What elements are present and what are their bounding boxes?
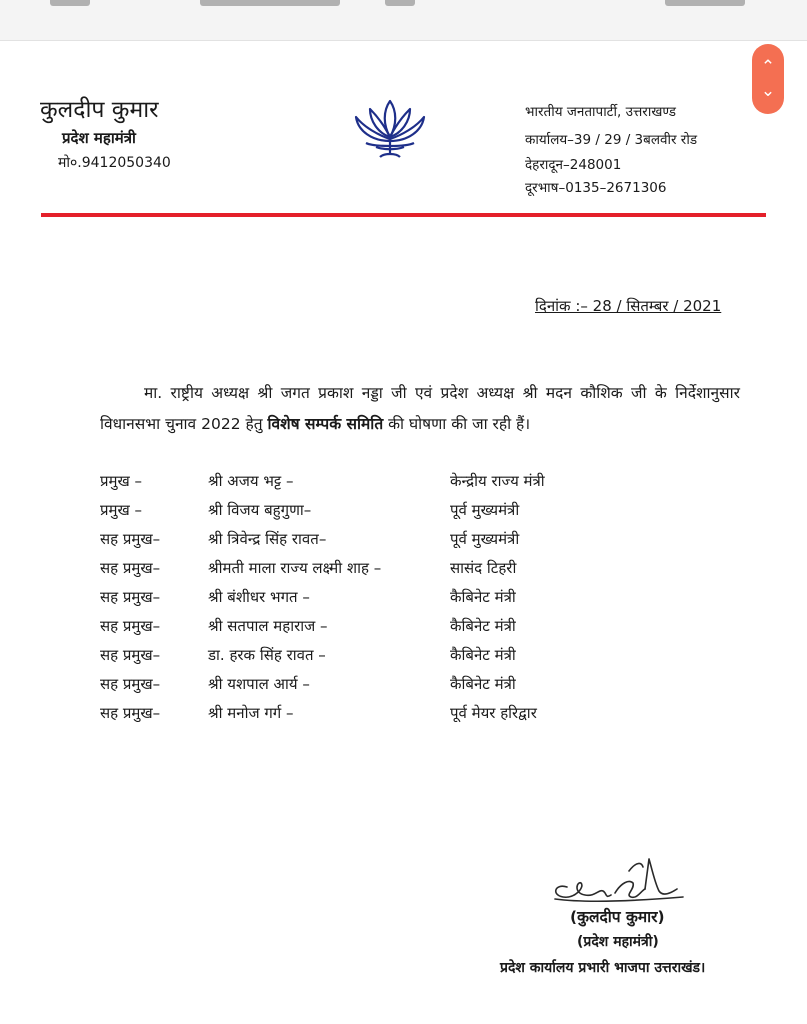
member-row [0,471,807,499]
member-role: प्रमुख – [100,472,143,490]
announcement-paragraph [100,378,740,440]
member-row [0,703,807,731]
member-designation: सासंद टिहरी [450,559,517,577]
member-designation: कैबिनेट मंत्री [450,588,516,606]
sender-post: प्रदेश महामंत्री [62,129,136,147]
member-name: श्री बंशीधर भगत – [208,588,310,606]
cropped-text-line [385,0,415,6]
member-designation: पूर्व मुख्यमंत्री [450,530,520,548]
paragraph-text-end: की घोषणा की जा रही हैं। [388,415,531,433]
member-name: श्री यशपाल आर्य – [208,675,310,693]
member-row [0,529,807,557]
member-role: प्रमुख – [100,501,143,519]
member-designation: पूर्व मेयर हरिद्वार [450,704,537,722]
member-row [0,645,807,673]
sender-name: कुलदीप कुमार [40,97,159,123]
signatory-office: प्रदेश कार्यालय प्रभारी भाजपा उत्तराखंड। [500,960,706,976]
member-role: सह प्रमुख– [100,646,161,664]
member-role: सह प्रमुख– [100,588,161,606]
letter-date: दिनांक :– 28 / सितम्बर / 2021 [535,297,722,315]
member-designation: कैबिनेट मंत्री [450,617,516,635]
member-name: श्री सतपाल महाराज – [208,617,328,635]
cropped-text-line [200,0,340,6]
member-row [0,500,807,528]
signatory-post: (प्रदेश महामंत्री) [577,934,659,950]
member-role: सह प्रमुख– [100,559,161,577]
browser-top-bar [0,0,807,41]
member-name: श्रीमती माला राज्य लक्ष्मी शाह – [208,559,382,577]
member-name: डा. हरक सिंह रावत – [208,646,326,664]
member-name: श्री त्रिवेन्द्र सिंह रावत– [208,530,327,548]
cropped-text-line [50,0,90,6]
member-role: सह प्रमुख– [100,675,161,693]
member-designation: केन्द्रीय राज्य मंत्री [450,472,545,490]
member-row [0,558,807,586]
member-row [0,616,807,644]
member-name: श्री विजय बहुगुणा– [208,501,312,519]
bjp-lotus-icon [350,95,430,163]
member-name: श्री मनोज गर्ग – [208,704,294,722]
member-row [0,587,807,615]
phone-number: दूरभाष–0135–2671306 [525,180,667,196]
office-address: कार्यालय–39 / 29 / 3बलवीर रोड [525,132,698,148]
committee-name: विशेष सम्पर्क समिति [267,415,384,433]
member-role: सह प्रमुख– [100,530,161,548]
member-name: श्री अजय भट्ट – [208,472,294,490]
member-designation: कैबिनेट मंत्री [450,646,516,664]
city-pincode: देहरादून–248001 [525,157,622,173]
paragraph-text: मा. राष्ट्रीय अध्यक्ष श्री जगत प्रकाश नड्डा जी एवं प्रदेश अध्यक्ष श्री मदन कौशिक जी के निर्देशानुसार विधानसभा चुनाव 2022 हेतु [100,384,740,433]
member-role: सह प्रमुख– [100,617,161,635]
member-row [0,674,807,702]
party-name: भारतीय जनतापार्टी, उत्तराखण्ड [525,104,676,120]
handwritten-signature [545,853,685,913]
page-scroll-control[interactable] [752,44,784,114]
chevron-up-icon[interactable]: ⌃ [760,57,776,77]
signatory-name: (कुलदीप कुमार) [570,908,665,926]
member-role: सह प्रमुख– [100,704,161,722]
sender-mobile: मो०.9412050340 [58,155,171,171]
member-designation: कैबिनेट मंत्री [450,675,516,693]
chevron-down-icon[interactable]: ⌄ [760,81,776,101]
member-designation: पूर्व मुख्यमंत्री [450,501,520,519]
cropped-text-line [665,0,745,6]
header-divider [41,213,766,217]
